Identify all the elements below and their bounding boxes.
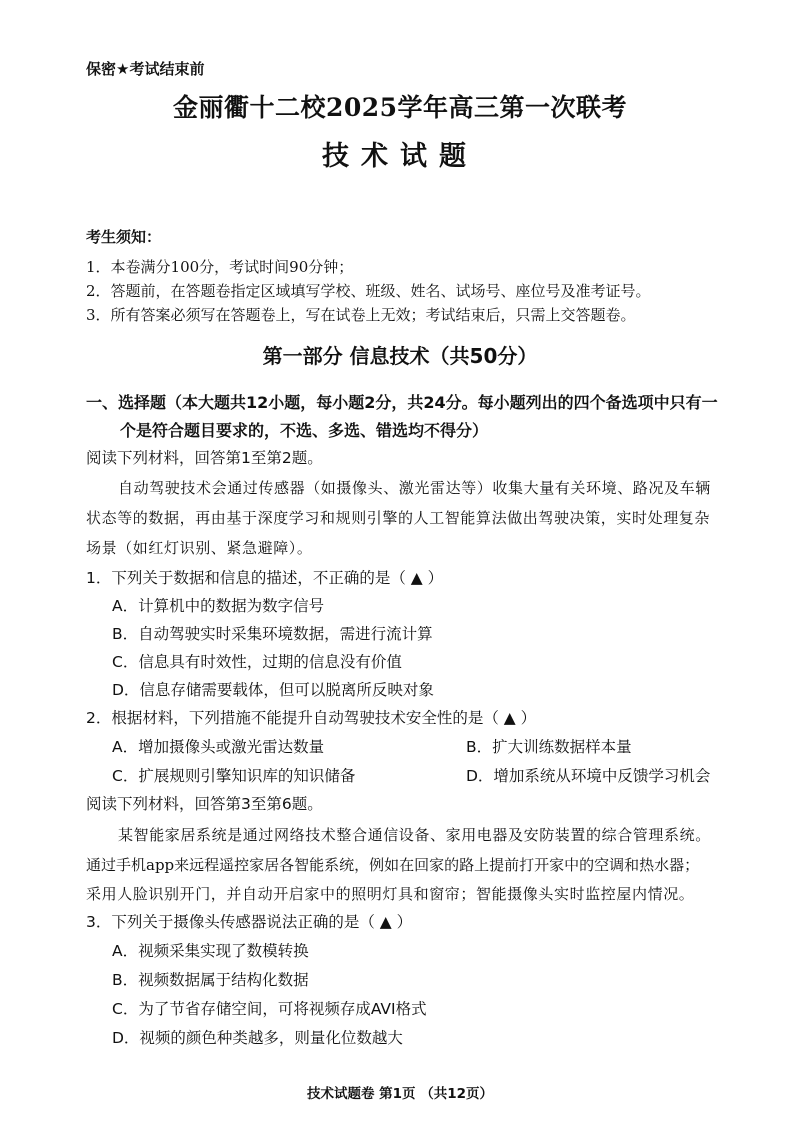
question-1-option-d: D．信息存储需要载体，但可以脱离所反映对象 <box>112 681 434 699</box>
reading-material-line: 某智能家居系统是通过网络技术整合通信设备、家用电器及安防装置的综合管理系统。 <box>118 826 711 844</box>
part-title: 第一部分 信息技术（共50分） <box>262 344 538 368</box>
question-1-option-c: C．信息具有时效性，过期的信息没有价值 <box>112 653 402 671</box>
question-3-option-b: B．视频数据属于结构化数据 <box>112 971 309 989</box>
confidential-label: 保密★考试结束前 <box>86 60 205 78</box>
reading-material-line: 采用人脸识别开门，并自动开启家中的照明灯具和窗帘；智能摄像头实时监控屋内情况。 <box>86 885 695 903</box>
question-3-stem: 3．下列关于摄像头传感器说法正确的是（ ▲ ） <box>86 913 413 931</box>
notice-item: 2．答题前，在答题卷指定区域填写学校、班级、姓名、试场号、座位号及准考证号。 <box>86 282 651 300</box>
question-1-option-b: B．自动驾驶实时采集环境数据，需进行流计算 <box>112 625 433 643</box>
question-1-stem: 1．下列关于数据和信息的描述，不正确的是（ ▲ ） <box>86 569 444 587</box>
reading-material-line: 自动驾驶技术会通过传感器（如摄像头、激光雷达等）收集大量有关环境、路况及车辆 <box>118 479 711 497</box>
section-instructions-cont: 个是符合题目要求的，不选、多选、错选均不得分） <box>120 421 489 440</box>
question-3-option-d: D．视频的颜色种类越多，则量化位数越大 <box>112 1029 403 1047</box>
notice-item: 1．本卷满分100分，考试时间90分钟； <box>86 258 354 276</box>
page-footer: 技术试题卷 第1页 （共12页） <box>306 1086 494 1102</box>
subject-title: 技术试题 <box>322 141 478 172</box>
reading-intro: 阅读下列材料，回答第1至第2题。 <box>86 449 323 467</box>
reading-intro: 阅读下列材料，回答第3至第6题。 <box>86 795 323 813</box>
reading-material-line: 状态等的数据，再由基于深度学习和规则引擎的人工智能算法做出驾驶决策，实时处理复杂 <box>86 509 711 527</box>
reading-material-line: 场景（如红灯识别、紧急避障）。 <box>86 539 313 557</box>
question-1-option-a: A．计算机中的数据为数字信号 <box>112 597 325 615</box>
question-3-option-c: C．为了节省存储空间，可将视频存成AVI格式 <box>112 1000 427 1018</box>
question-2-option-b: B．扩大训练数据样本量 <box>466 738 632 756</box>
question-2-stem: 2．根据材料，下列措施不能提升自动驾驶技术安全性的是（ ▲ ） <box>86 709 537 727</box>
notice-heading: 考生须知： <box>86 228 162 246</box>
question-2-option-d: D．增加系统从环境中反馈学习机会 <box>466 767 711 785</box>
question-3-option-a: A．视频采集实现了数模转换 <box>112 942 309 960</box>
exam-title: 金丽衢十二校2025学年高三第一次联考 <box>172 93 628 122</box>
section-instructions: 一、选择题（本大题共12小题，每小题2分，共24分。每小题列出的四个备选项中只有一 <box>86 393 718 412</box>
question-2-option-c: C．扩展规则引擎知识库的知识储备 <box>112 767 356 785</box>
notice-item: 3．所有答案必须写在答题卷上，写在试卷上无效；考试结束后，只需上交答题卷。 <box>86 306 636 324</box>
question-2-option-a: A．增加摄像头或激光雷达数量 <box>112 738 325 756</box>
reading-material-line: 通过手机app来远程遥控家居各智能系统，例如在回家的路上提前打开家中的空调和热水器； <box>86 856 700 874</box>
